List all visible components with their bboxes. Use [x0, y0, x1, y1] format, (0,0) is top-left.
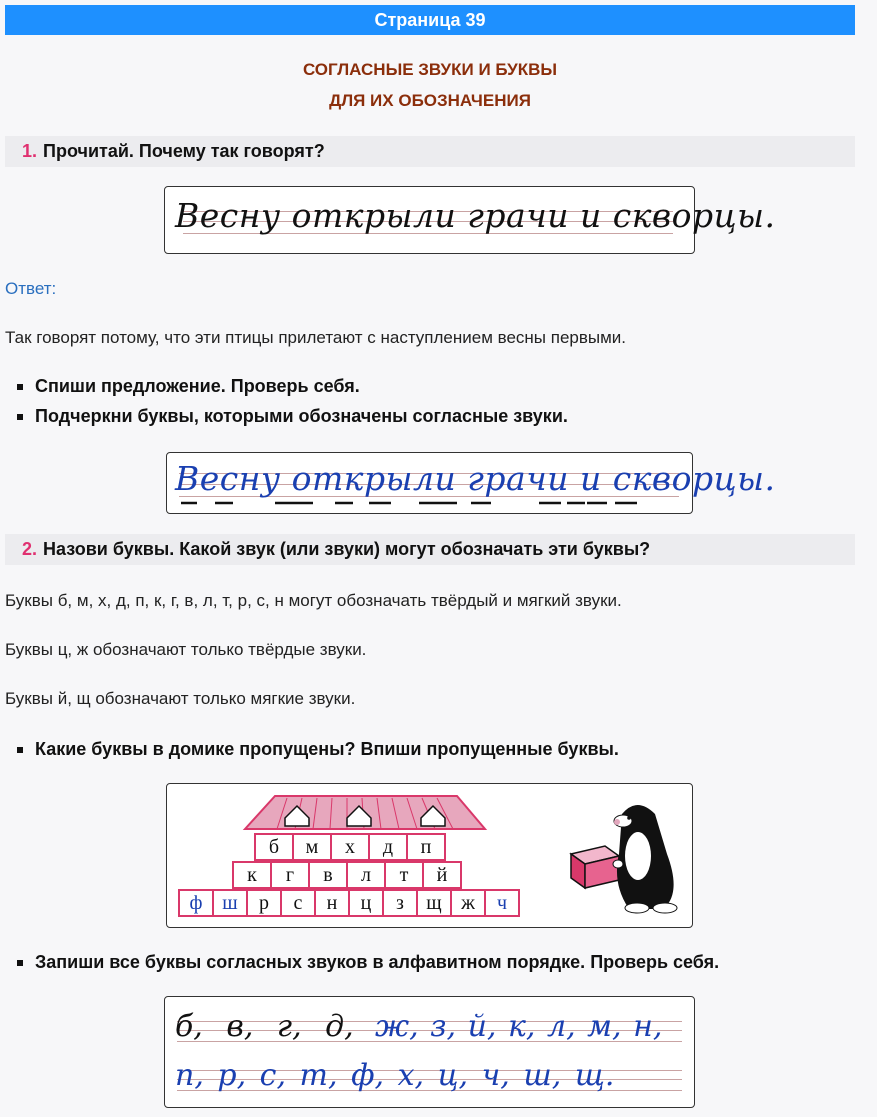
- handwritten-sentence-card: [166, 452, 776, 514]
- bullet-house: [17, 739, 619, 760]
- task-number: 2.: [22, 539, 38, 559]
- house-letter: щ: [426, 892, 442, 914]
- letters-hard-only: Буквы ц, ж обозначают только твёрдые звуки.: [5, 640, 367, 659]
- bullet-underline: [17, 406, 568, 427]
- task-number: 1.: [22, 141, 38, 161]
- house-letter: в: [323, 864, 333, 886]
- house-letter: т: [399, 864, 409, 886]
- house-letter: п: [420, 836, 432, 858]
- bullet-text: Запиши все буквы согласных звуков в алфавитном порядке. Проверь себя.: [35, 952, 720, 972]
- section-title-line2: ДЛЯ ИХ ОБОЗНАЧЕНИЯ: [329, 91, 531, 110]
- house-letter: ш: [222, 892, 238, 914]
- underline-marks: [167, 453, 694, 515]
- alphabet-written-line2: п, р, с, т, ф, х, ц, ч, ш, щ.: [175, 1058, 615, 1093]
- house-letter: х: [345, 836, 355, 858]
- answer-label: Ответ:: [5, 279, 57, 298]
- house-letter: б: [268, 836, 280, 858]
- house-letter: с: [293, 892, 303, 914]
- task-text: Прочитай. Почему так говорят?: [43, 141, 325, 161]
- bullet-icon: [17, 384, 23, 390]
- alphabet-printed: б, в, г, д,: [175, 1009, 354, 1044]
- section-title-line1: СОГЛАСНЫЕ ЗВУКИ И БУКВЫ: [302, 60, 558, 79]
- house-letter: ф: [189, 892, 203, 914]
- printed-sentence: Весну открыли грачи и скворцы.: [175, 196, 776, 235]
- mole-icon: [613, 805, 677, 913]
- house-letter: р: [259, 892, 269, 914]
- bullet-text: Какие буквы в домике пропущены? Впиши пропущенные буквы.: [35, 739, 619, 759]
- letters-soft-only: Буквы й, щ обозначают только мягкие звуки.: [5, 689, 356, 708]
- page-header: [5, 5, 855, 35]
- house-letter: н: [326, 892, 338, 914]
- bullet-icon: [17, 414, 23, 420]
- house-letter: д: [382, 836, 394, 858]
- letter-house-card: [166, 783, 693, 928]
- answer-text: Так говорят потому, что эти птицы прилетают с наступлением весны первыми.: [5, 328, 627, 347]
- handwritten-sentence: Весну открыли грачи и скворцы.: [175, 459, 776, 498]
- bullet-icon: [17, 747, 23, 753]
- house-letter: й: [436, 864, 448, 886]
- house-letter: ч: [496, 892, 508, 914]
- box-icon: [571, 846, 619, 888]
- house-letter: к: [247, 864, 257, 886]
- house-letter: ц: [360, 892, 372, 914]
- alphabet-card: [164, 996, 695, 1108]
- letter-house: [167, 784, 694, 929]
- alphabet-written-line1: ж, з, й, к, л, м, н,: [375, 1009, 663, 1044]
- house-letter: ж: [461, 892, 475, 914]
- task-text: Назови буквы. Какой звук (или звуки) могут обозначать эти буквы?: [43, 539, 651, 559]
- letters-both-sounds: Буквы б, м, х, д, п, к, г, в, л, т, р, с, н могут обозначать твёрдый и мягкий звуки.: [5, 591, 622, 610]
- bullet-text: Подчеркни буквы, которыми обозначены согласные звуки.: [35, 406, 568, 426]
- bullet-alphabet: [17, 952, 719, 973]
- house-letter: з: [396, 892, 404, 914]
- page-number: Страница 39: [374, 9, 486, 30]
- task-1-header: [5, 136, 855, 167]
- house-letter: л: [361, 864, 371, 886]
- task-2-header: [5, 534, 855, 565]
- bullet-text: Спиши предложение. Проверь себя.: [35, 376, 360, 396]
- sentence-card: [164, 186, 776, 254]
- bullet-copy-sentence: [17, 376, 360, 397]
- house-letter: м: [305, 836, 319, 858]
- bullet-icon: [17, 960, 23, 966]
- house-letter: г: [285, 864, 295, 886]
